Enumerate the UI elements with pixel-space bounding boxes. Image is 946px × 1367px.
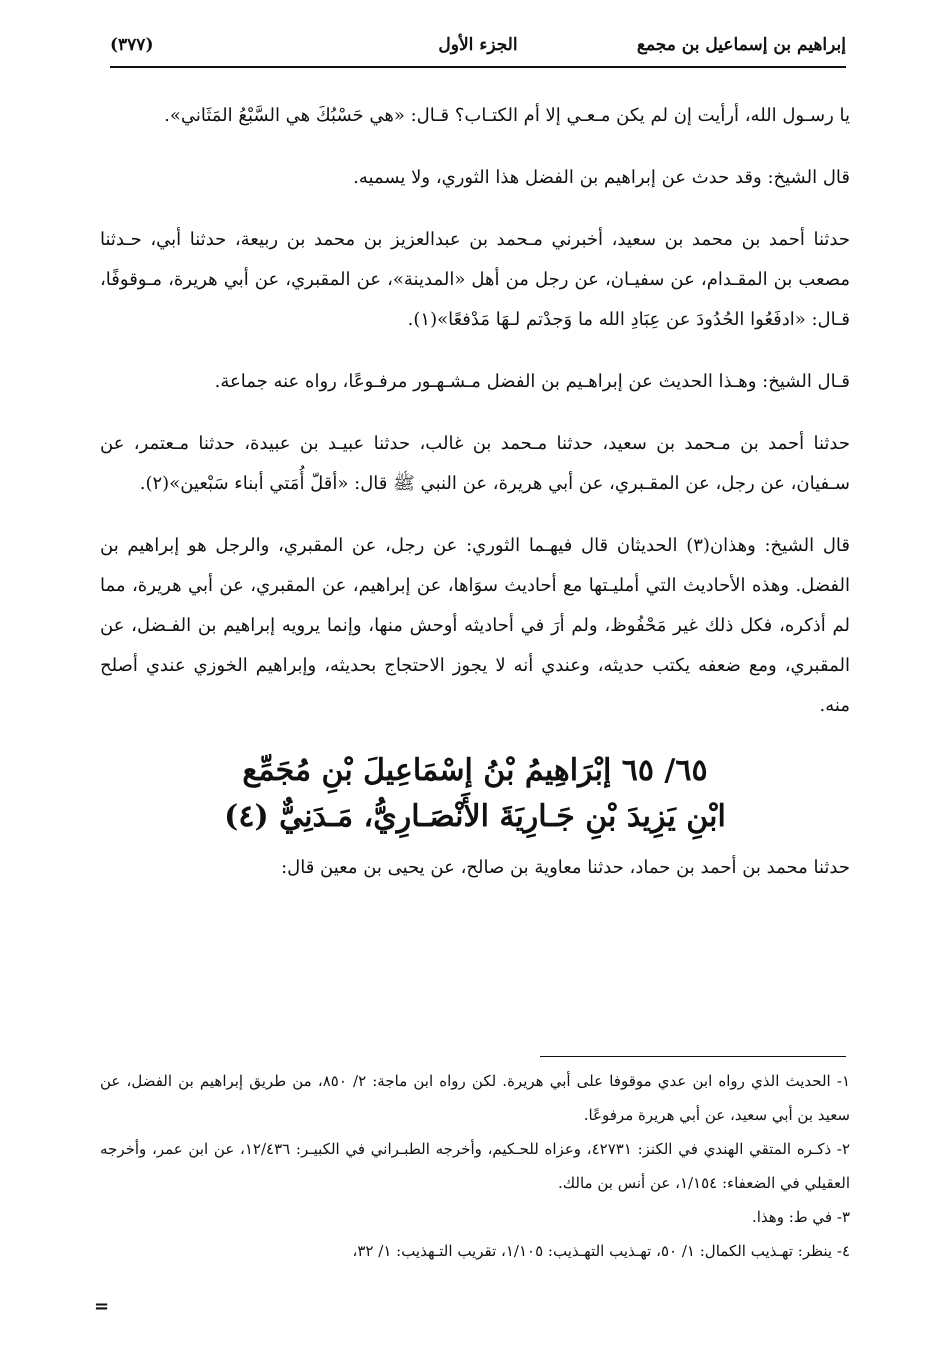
continuation-mark: = <box>94 1296 110 1317</box>
paragraph: حدثنا أحمد بن محمد بن سعيد، أخبرني مـحمد بن عبدالعزيز بن محمد بن ربيعة، حدثنا أبي، حـدثنا مصعب بن المقـدام، عن سفيـان، عن رجل من أهل «المدينة»، عن المقبري، عن أبي هريرة، مـوقوفًا، قـال: «ادفَعُوا الحُدُودَ عن عِبَادِ الله ما وَجدْتم لـهَا مَدْفعًا»(١). <box>100 229 850 330</box>
header-title: إبراهيم بن إسماعيل بن مجمع <box>636 35 846 55</box>
paragraph: قـال الشيخ: وهـذا الحديث عن إبراهـيم بن الفضل مـشـهـور مرفـوعًا، رواه عنه جماعة. <box>214 371 850 392</box>
header-volume: الجزء الأول <box>438 35 518 55</box>
paragraph: قال الشيخ: وقد حدث عن إبراهيم بن الفضل هذا الثوري، ولا يسميه. <box>353 167 850 188</box>
footnote: ١- الحديث الذي رواه ابن عدي موقوفا على أبي هريرة. لكن رواه ابن ماجة: ٢/ ٨٥٠، من طريق إبراهيم بن الفضل، عن سعيد بن أبي سعيد، عن أبي هريرة مرفوعًا. <box>100 1072 850 1124</box>
paragraph: حدثنا محمد بن أحمد بن حماد، حدثنا معاوية بن صالح، عن يحيى بن معين قال: <box>281 857 850 878</box>
entry-heading <box>100 748 850 840</box>
footnote: ٢- ذكـره المتقي الهندي في الكنز: ٤٢٧٣١، وعزاه للحـكيم، وأخرجه الطبـراني في الكبيـر: ١٢/٤٣٦، عن ابن عمر، وأخرجه العقيلي في الضعفاء: ١/١٥٤، عن أنس بن مالك. <box>100 1140 851 1192</box>
entry-heading-line2: ابْنِ يَزِيدَ بْنِ جَـارِيَةَ الأَنْصَـارِيُّ، مَـدَنِيٌّ (٤) <box>224 799 726 834</box>
footnote: ٣- في ط: وهذا. <box>752 1208 850 1226</box>
header-rule <box>110 66 846 68</box>
paragraph: يا رسـول الله، أرأيت إن لم يكن مـعـي إلا أم الكتـاب؟ قـال: «هي حَسْبُكَ هي السَّبْعُ المَثَاني». <box>164 105 850 126</box>
entry-heading-line1: ٦٥/ ٦٥ إبْرَاهِيمُ بْنُ إسْمَاعِيلَ بْنِ مُجَمِّع <box>242 753 708 788</box>
running-header <box>110 32 846 66</box>
page-number: (٣٧٧) <box>110 35 154 55</box>
footnote: ٤- ينظر: تهـذيب الكمال: ١/ ٥٠، تهـذيب التهـذيب: ١/١٠٥، تقريب التـهذيب: ١/ ٣٢، <box>352 1242 850 1260</box>
footnotes <box>100 1064 850 1268</box>
footnote-rule <box>540 1056 846 1057</box>
paragraph: قال الشيخ: وهذان(٣) الحديثان قال فيهـما الثوري: عن رجل، عن المقبري، والرجل هو إبراهيم بن الفضل. وهذه الأحاديث التي أمليـتها مع أحاديث سوَاها، عن إبراهيم، عن المقبري، عن أبي هريرة، مما لم أذكره، فكل ذلك غير مَحْفُوظ، ولم أرَ في أحاديثه أوحش منها، وإنما يرويه إبراهيم بن الفـضل، عن المقبري، ومع ضعفه يكتب حديثه، وعندي أنه لا يجوز الاحتجاج بحديثه، وإبراهيم الخوزي عندي أصلح منه. <box>100 535 850 716</box>
main-text <box>100 96 850 910</box>
paragraph: حدثنا أحمد بن مـحمد بن سعيد، حدثنا مـحمد بن غالب، حدثنا عبيـد بن عبيدة، حدثنا مـعتمر، عن سـفيان، عن رجل، عن المقـبري، عن أبي هريرة، عن النبي ﷺ قال: «أقلّ أُمَتي أبناء سَبْعين»(٢). <box>100 433 850 494</box>
